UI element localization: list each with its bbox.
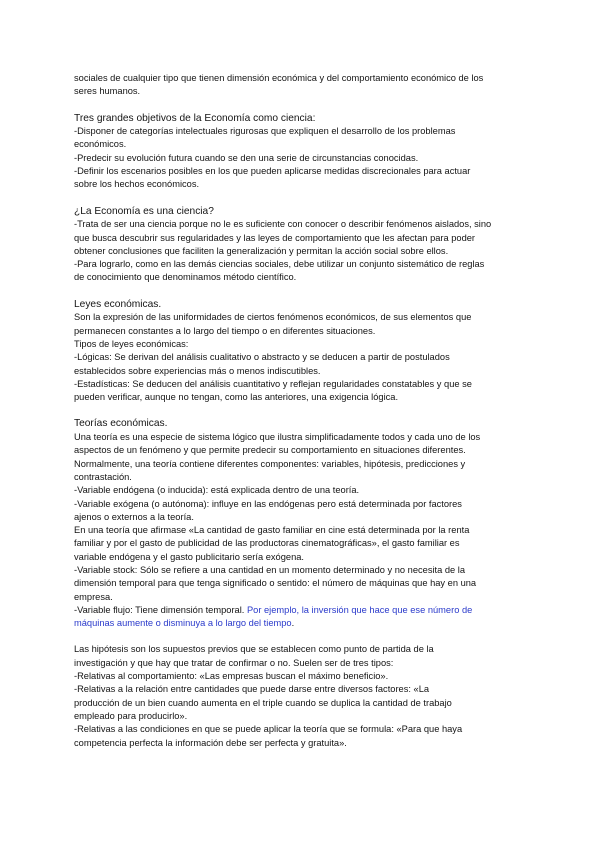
flow-example-link[interactable]: Por ejemplo, la inversión que hace que ese número de bbox=[246, 604, 473, 615]
text-line: económicos. bbox=[74, 139, 127, 150]
text-line: sobre los hechos económicos. bbox=[74, 179, 200, 190]
text-line: -Predecir su evolución futura cuando se den una serie de circunstancias conocidas. bbox=[74, 152, 419, 163]
text-line: permanecen constantes a lo largo del tiempo o en diferentes situaciones. bbox=[74, 325, 376, 336]
text-line: -Disponer de categorías intelectuales rigurosas que expliquen el desarrollo de los problemas bbox=[74, 126, 456, 137]
text-line: sociales de cualquier tipo que tienen dimensión económica y del comportamiento económico de los bbox=[74, 73, 484, 83]
text-line: -Estadísticas: Se deducen del análisis cuantitativo y reflejan regularidades constatables y que se bbox=[74, 378, 472, 389]
section-objectives bbox=[74, 112, 514, 192]
section-hypotheses bbox=[74, 643, 514, 749]
text-line: En una teoría que afirmase «La cantidad de gasto familiar en cine está determinada por la renta bbox=[74, 525, 470, 536]
flow-example-suffix: . bbox=[291, 618, 295, 629]
text-line: que busca descubrir sus regularidades y las leyes de comportamiento que les afectan para poder bbox=[74, 232, 476, 243]
text-line: -Definir los escenarios posibles en los que pueden aplicarse medidas discrecionales para actuar bbox=[74, 166, 471, 177]
section-economic-theories bbox=[74, 417, 514, 630]
text-line: empleado para producirlo». bbox=[74, 710, 188, 721]
variable-flow-text: -Variable flujo: Tiene dimensión temporal. bbox=[74, 604, 247, 615]
text-line: contrastación. bbox=[74, 471, 132, 482]
text-line: -Relativas a la relación entre cantidades que puede darse entre diversos factores: «La bbox=[74, 684, 430, 695]
text-line: -Variable stock: Sólo se refiere a una cantidad en un momento determinado y no necesita de la bbox=[74, 564, 466, 575]
text-line: ajenos o externos a la teoría. bbox=[74, 511, 194, 522]
section-economic-laws bbox=[74, 298, 514, 405]
text-line: pueden verificar, aunque no tengan, como las anteriores, una exigencia lógica. bbox=[74, 392, 399, 403]
section-heading: Tres grandes objetivos de la Economía como ciencia: bbox=[74, 112, 316, 124]
text-line: -Relativas al comportamiento: «Las empresas buscan el máximo beneficio». bbox=[74, 671, 389, 682]
text-line: Una teoría es una especie de sistema lógico que ilustra simplificadamente todos y cada uno de los bbox=[74, 432, 481, 443]
text-line: -Para lograrlo, como en las demás ciencias sociales, debe utilizar un conjunto sistemático de reglas bbox=[74, 259, 485, 270]
text-line: investigación y que hay que tratar de confirmar o no. Suelen ser de tres tipos: bbox=[74, 657, 394, 668]
text-line: empresa. bbox=[74, 591, 113, 602]
flow-example-link-continued[interactable]: máquinas aumente o disminuya a lo largo del tiempo bbox=[74, 618, 292, 629]
text-line: -Variable endógena (o inducida): está explicada dentro de una teoría. bbox=[74, 485, 360, 496]
intro-paragraph bbox=[74, 72, 514, 99]
section-heading: ¿La Economía es una ciencia? bbox=[74, 205, 214, 217]
text-line: dimensión temporal para que tenga significado o sentido: el número de máquinas que hay en una bbox=[74, 578, 477, 589]
text-line: Tipos de leyes económicas: bbox=[74, 338, 189, 349]
variable-flow-line bbox=[74, 604, 514, 617]
text-line: -Trata de ser una ciencia porque no le es suficiente con conocer o describir fenómenos aislados, sino bbox=[74, 219, 492, 230]
text-line: -Lógicas: Se derivan del análisis cualitativo o abstracto y se deducen a partir de postulados bbox=[74, 352, 450, 363]
text-line: establecidos sobre experiencias más o menos indiscutibles. bbox=[74, 365, 321, 376]
text-line: -Relativas a las condiciones en que se puede aplicar la teoría que se formula: «Para que haya bbox=[74, 724, 463, 735]
section-is-science bbox=[74, 205, 514, 285]
text-line: Las hipótesis son los supuestos previos que se establecen como punto de partida de la bbox=[74, 644, 434, 655]
variable-flow-line-continued bbox=[74, 617, 514, 630]
text-line: familiar y por el gasto de publicidad de las productoras cinematográficas», el gasto familiar es bbox=[74, 538, 460, 549]
text-line: aspectos de un fenómeno y que permite predecir su comportamiento en situaciones diferentes. bbox=[74, 445, 466, 456]
section-heading: Teorías económicas. bbox=[74, 418, 168, 430]
text-line: Son la expresión de las uniformidades de ciertos fenómenos económicos, de sus elementos que bbox=[74, 312, 472, 323]
section-heading: Leyes económicas. bbox=[74, 298, 162, 310]
text-line: obtener conclusiones que faciliten la generalización y permitan la acción social sobre ellos. bbox=[74, 245, 449, 256]
text-line: Normalmente, una teoría contiene diferentes componentes: variables, hipótesis, predicciones y bbox=[74, 458, 466, 469]
text-line: producción de un bien cuando aumenta en el triple cuando se duplica la cantidad de trabajo bbox=[74, 697, 452, 708]
text-line: variable endógena y el gasto publicitario sería exógena. bbox=[74, 551, 304, 562]
text-line: seres humanos. bbox=[74, 86, 141, 97]
text-line: de conocimiento que denominamos método científico. bbox=[74, 272, 297, 283]
text-line: competencia perfecta la información debe ser perfecta y gratuita». bbox=[74, 737, 347, 748]
text-line: -Variable exógena (o autónoma): influye en las endógenas pero está determinada por factores bbox=[74, 498, 462, 509]
